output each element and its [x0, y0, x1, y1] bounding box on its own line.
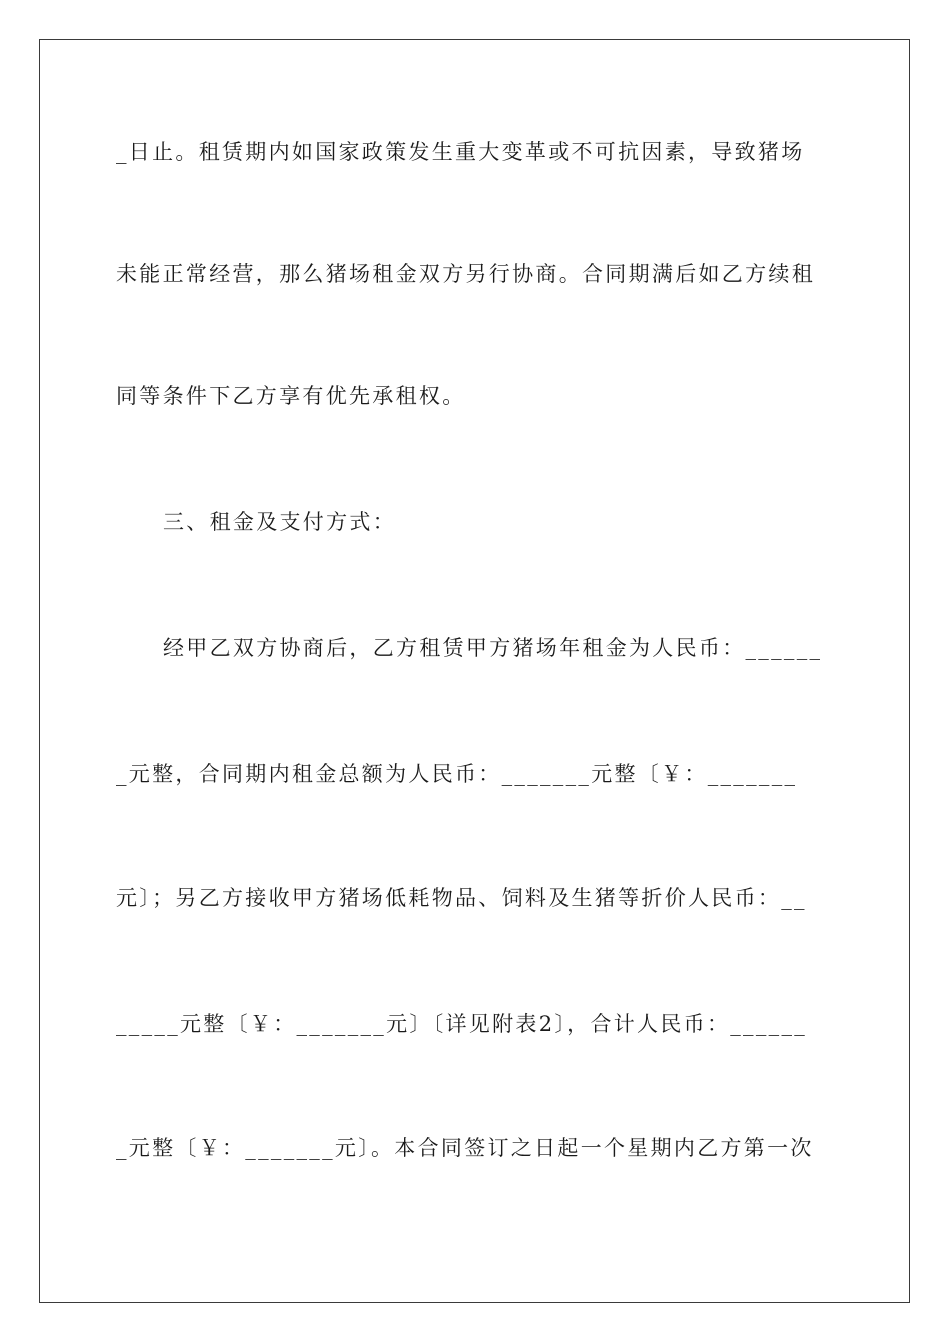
text-line-6: _元整，合同期内租金总额为人民币：_______元整〔￥：_______ [116, 762, 798, 786]
page-border [39, 39, 910, 1303]
text-line-8: _____元整〔￥：_______元〕〔详见附表2〕，合计人民币：______ [116, 1012, 808, 1036]
text-line-7: 元〕；另乙方接收甲方猪场低耗物品、饲料及生猪等折价人民币：__ [116, 886, 807, 910]
text-line-5: 经甲乙双方协商后，乙方租赁甲方猪场年租金为人民币：______ [163, 636, 823, 660]
text-line-2: 未能正常经营，那么猪场租金双方另行协商。合同期满后如乙方续租 [116, 262, 815, 286]
text-line-3: 同等条件下乙方享有优先承租权。 [116, 384, 466, 408]
section-heading: 三、租金及支付方式： [163, 510, 396, 534]
text-line-9: _元整〔￥：_______元〕。本合同签订之日起一个星期内乙方第一次 [116, 1136, 814, 1160]
text-line-1: _日止。租赁期内如国家政策发生重大变革或不可抗因素，导致猪场 [116, 140, 805, 164]
